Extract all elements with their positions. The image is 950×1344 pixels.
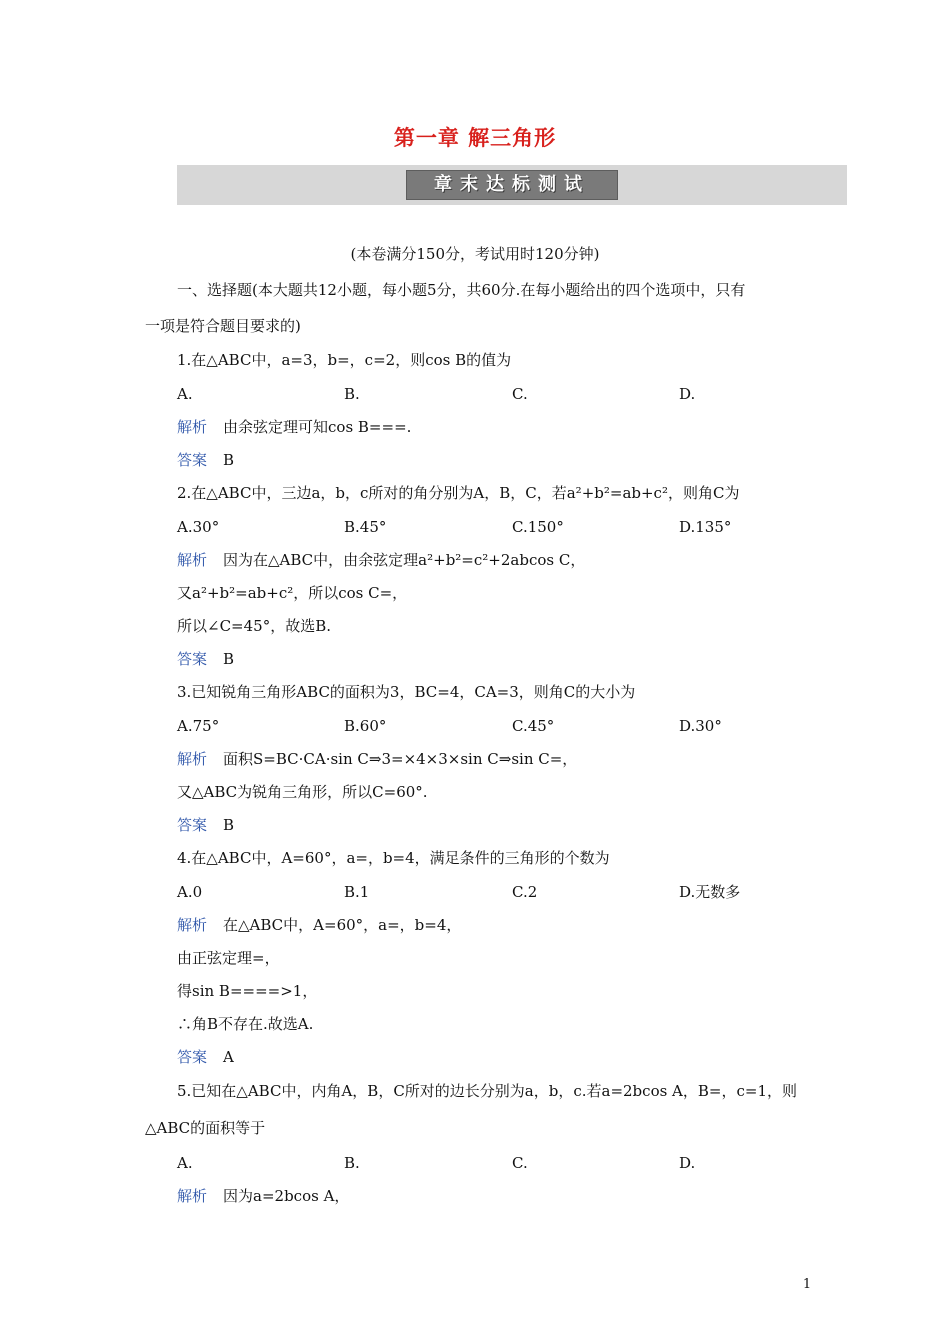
option-b: B.60° <box>344 717 387 735</box>
analysis-line <box>177 417 411 437</box>
answer-tag: 答案 <box>177 451 208 469</box>
answer-line <box>177 649 234 669</box>
answer-line <box>177 450 234 470</box>
question-stem-continued: △ABC的面积等于 <box>145 1119 266 1137</box>
answer-value: B <box>223 816 235 834</box>
analysis-text: 在△ABC中，A=60°，a=，b=4， <box>223 916 462 934</box>
option-d: D.30° <box>679 717 722 735</box>
section-label: 章末达标测试 <box>406 170 618 200</box>
option-b: B. <box>344 1154 360 1172</box>
question-stem: 1.在△ABC中，a=3，b=，c=2，则cos B的值为 <box>177 351 512 369</box>
option-d: D.无数多 <box>679 883 741 901</box>
option-c: C. <box>512 385 528 403</box>
answer-line <box>177 815 234 835</box>
option-a: A.30° <box>177 518 220 536</box>
answer-tag: 答案 <box>177 1048 208 1066</box>
option-b: B. <box>344 385 360 403</box>
option-a: A. <box>177 385 193 403</box>
analysis-tag: 解析 <box>177 916 208 934</box>
answer-value: B <box>223 650 235 668</box>
question-stem: 2.在△ABC中，三边a，b，c所对的角分别为A，B，C，若a²+b²=ab+c²，则角C为 <box>177 484 740 502</box>
question-stem: 4.在△ABC中，A=60°，a=，b=4，满足条件的三角形的个数为 <box>177 849 610 867</box>
analysis-text: ∴角B不存在.故选A. <box>177 1015 314 1033</box>
option-b: B.1 <box>344 883 370 901</box>
option-c: C.2 <box>512 883 538 901</box>
analysis-tag: 解析 <box>177 1187 208 1205</box>
part-instructions-line2: 一项是符合题目要求的) <box>145 317 301 335</box>
chapter-title: 第一章 解三角形 <box>393 126 557 150</box>
analysis-text: 又a²+b²=ab+c²，所以cos C=， <box>177 584 408 602</box>
option-c: C. <box>512 1154 528 1172</box>
analysis-text: 由正弦定理=， <box>177 949 280 967</box>
exam-note: (本卷满分150分，考试用时120分钟) <box>350 245 600 263</box>
option-b: B.45° <box>344 518 387 536</box>
answer-value: B <box>223 451 235 469</box>
option-c: C.45° <box>512 717 555 735</box>
question-stem: 5.已知在△ABC中，内角A，B，C所对的边长分别为a，b，c.若a=2bcos A，B=，c=1，则 <box>177 1082 797 1100</box>
page-number: 1 <box>802 1277 812 1292</box>
answer-tag: 答案 <box>177 650 208 668</box>
analysis-tag: 解析 <box>177 551 208 569</box>
option-a: A.0 <box>177 883 203 901</box>
analysis-line <box>177 915 461 935</box>
analysis-tag: 解析 <box>177 750 208 768</box>
analysis-text: 所以∠C=45°，故选B. <box>177 617 331 635</box>
option-a: A.75° <box>177 717 220 735</box>
analysis-line <box>177 550 585 570</box>
analysis-text: 又△ABC为锐角三角形，所以C=60°. <box>177 783 428 801</box>
option-d: D.135° <box>679 518 732 536</box>
answer-tag: 答案 <box>177 816 208 834</box>
option-a: A. <box>177 1154 193 1172</box>
option-d: D. <box>679 1154 696 1172</box>
analysis-line <box>177 749 577 769</box>
analysis-text: 因为a=2bcos A， <box>223 1187 350 1205</box>
analysis-tag: 解析 <box>177 418 208 436</box>
answer-line <box>177 1047 234 1067</box>
option-c: C.150° <box>512 518 564 536</box>
analysis-text: 由余弦定理可知cos B===. <box>223 418 412 436</box>
question-stem: 3.已知锐角三角形ABC的面积为3，BC=4，CA=3，则角C的大小为 <box>177 683 636 701</box>
part-instructions-line1: 一、选择题(本大题共12小题，每小题5分，共60分.在每小题给出的四个选项中，只有 <box>177 281 746 299</box>
analysis-text: 得sin B====>1， <box>177 982 318 1000</box>
answer-value: A <box>223 1048 234 1066</box>
option-d: D. <box>679 385 696 403</box>
analysis-text: 因为在△ABC中，由余弦定理a²+b²=c²+2abcos C， <box>223 551 586 569</box>
analysis-line <box>177 1186 349 1206</box>
analysis-text: 面积S=BC·CA·sin C⇒3=×4×3×sin C⇒sin C=， <box>223 750 578 768</box>
